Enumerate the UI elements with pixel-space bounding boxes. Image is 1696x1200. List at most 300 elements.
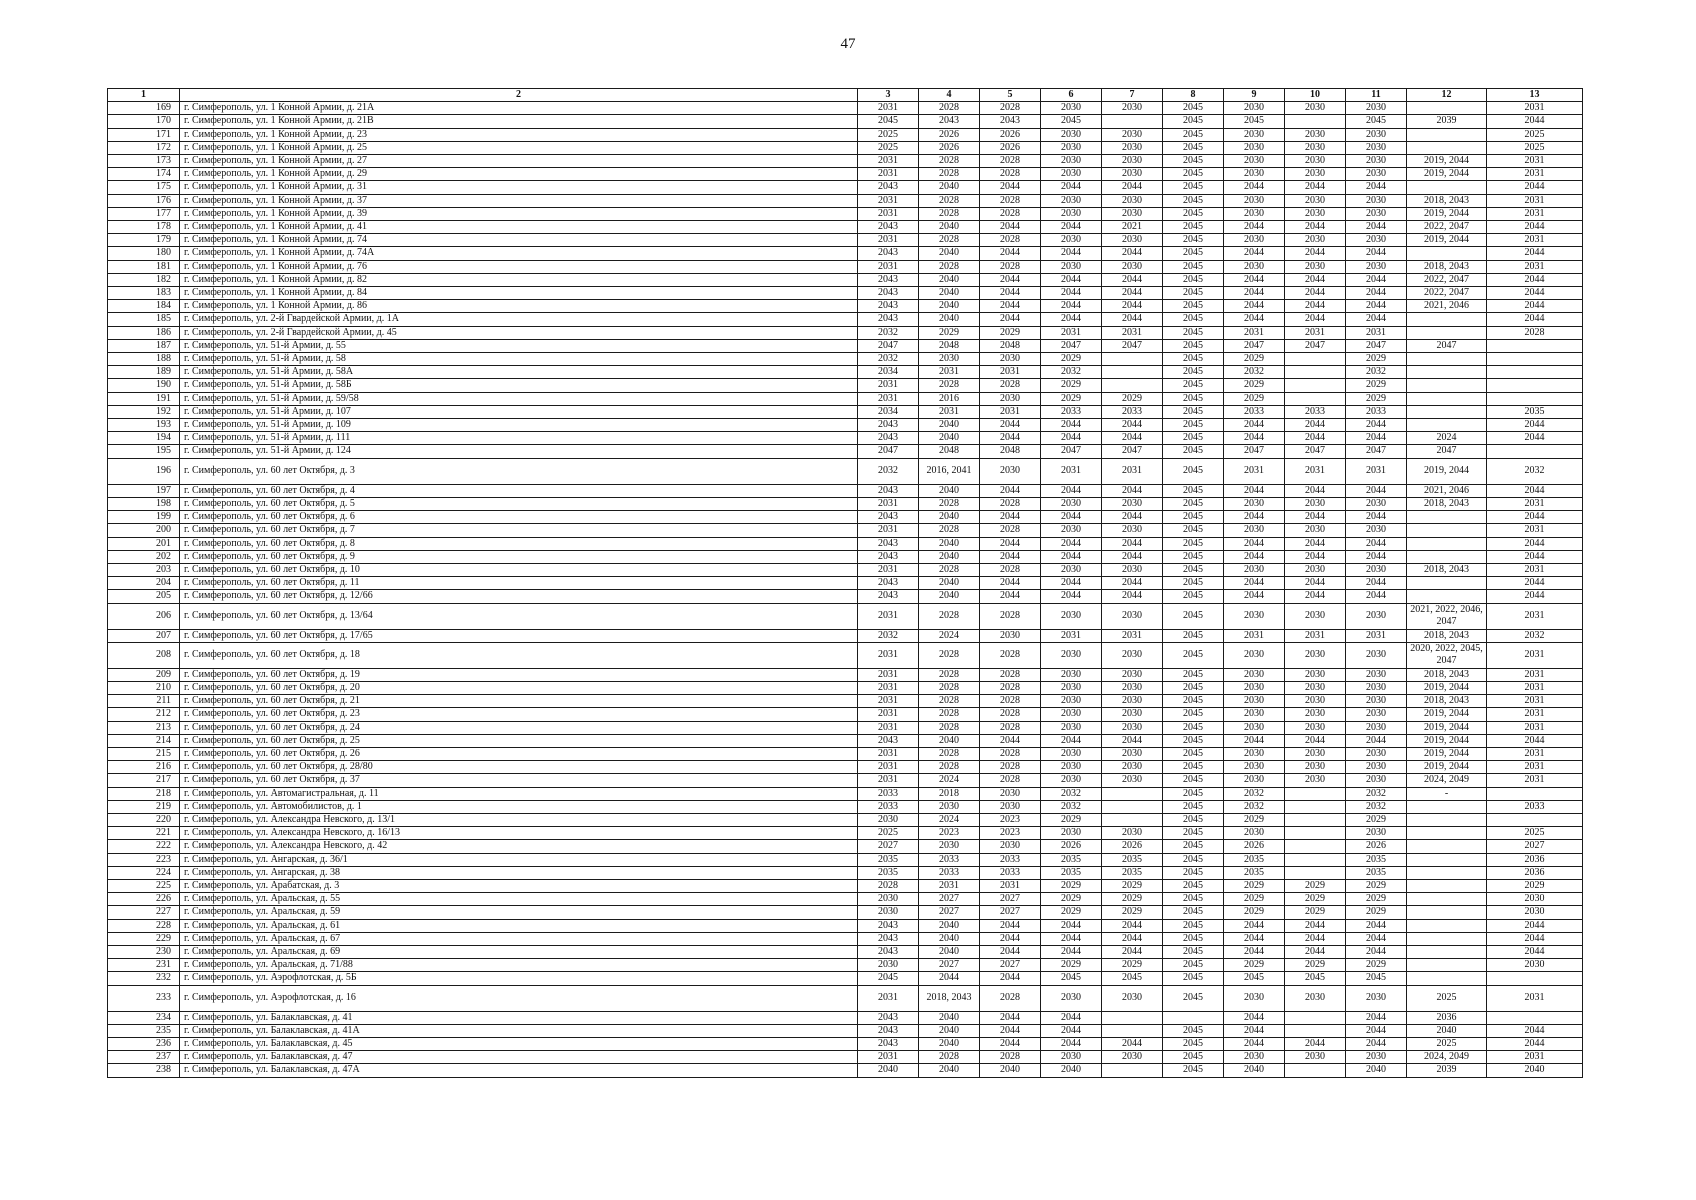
year-cell-col-4: 2027 xyxy=(919,893,980,906)
year-cell-col-12 xyxy=(1407,392,1487,405)
address-cell: г. Симферополь, ул. 51-й Армии, д. 124 xyxy=(180,445,858,458)
year-cell-col-7: 2030 xyxy=(1102,668,1163,681)
year-cell-col-9: 2044 xyxy=(1224,247,1285,260)
year-cell-col-11: 2029 xyxy=(1346,906,1407,919)
table-row xyxy=(108,379,1583,392)
year-cell-col-13: 2031 xyxy=(1487,168,1583,181)
table-row xyxy=(108,392,1583,405)
year-cell-col-6: 2044 xyxy=(1041,300,1102,313)
year-cell-col-9: 2040 xyxy=(1224,1064,1285,1077)
year-cell-col-8: 2045 xyxy=(1163,813,1224,826)
year-cell-col-3: 2043 xyxy=(858,734,919,747)
year-cell-col-10 xyxy=(1285,1064,1346,1077)
row-number-cell: 206 xyxy=(108,603,180,629)
year-cell-col-6: 2044 xyxy=(1041,945,1102,958)
address-cell: г. Симферополь, ул. 1 Конной Армии, д. 74 xyxy=(180,234,858,247)
address-cell: г. Симферополь, ул. 1 Конной Армии, д. 25 xyxy=(180,141,858,154)
address-cell: г. Симферополь, ул. 60 лет Октября, д. 3 xyxy=(180,458,858,484)
year-cell-col-11: 2029 xyxy=(1346,353,1407,366)
year-cell-col-10: 2044 xyxy=(1285,734,1346,747)
address-cell: г. Симферополь, ул. Аральская, д. 71/88 xyxy=(180,959,858,972)
row-number-cell: 201 xyxy=(108,537,180,550)
year-cell-col-12 xyxy=(1407,128,1487,141)
year-cell-col-8: 2045 xyxy=(1163,484,1224,497)
document-table-container xyxy=(107,88,1582,1078)
year-cell-col-11: 2044 xyxy=(1346,932,1407,945)
year-cell-col-7: 2044 xyxy=(1102,932,1163,945)
year-cell-col-12: 2025 xyxy=(1407,1038,1487,1051)
table-row xyxy=(108,273,1583,286)
table-row xyxy=(108,524,1583,537)
row-number-cell: 221 xyxy=(108,827,180,840)
year-cell-col-13 xyxy=(1487,366,1583,379)
table-row xyxy=(108,458,1583,484)
year-cell-col-13: 2044 xyxy=(1487,511,1583,524)
year-cell-col-9: 2044 xyxy=(1224,932,1285,945)
table-row xyxy=(108,128,1583,141)
year-cell-col-6: 2030 xyxy=(1041,168,1102,181)
year-cell-col-3: 2031 xyxy=(858,168,919,181)
year-cell-col-10 xyxy=(1285,1024,1346,1037)
year-cell-col-10: 2044 xyxy=(1285,419,1346,432)
row-number-cell: 183 xyxy=(108,287,180,300)
year-cell-col-12 xyxy=(1407,590,1487,603)
year-cell-col-10: 2044 xyxy=(1285,287,1346,300)
address-cell: г. Симферополь, ул. 51-й Армии, д. 58Б xyxy=(180,379,858,392)
year-cell-col-6: 2030 xyxy=(1041,681,1102,694)
year-cell-col-3: 2031 xyxy=(858,524,919,537)
year-cell-col-7 xyxy=(1102,787,1163,800)
year-cell-col-9: 2047 xyxy=(1224,339,1285,352)
year-cell-col-11: 2033 xyxy=(1346,405,1407,418)
row-number-cell: 199 xyxy=(108,511,180,524)
year-cell-col-8: 2045 xyxy=(1163,800,1224,813)
column-header-2: 2 xyxy=(180,89,858,102)
year-cell-col-4: 2040 xyxy=(919,945,980,958)
year-cell-col-7: 2021 xyxy=(1102,221,1163,234)
year-cell-col-13: 2031 xyxy=(1487,207,1583,220)
year-cell-col-4: 2028 xyxy=(919,747,980,760)
year-cell-col-13: 2031 xyxy=(1487,721,1583,734)
year-cell-col-5: 2048 xyxy=(980,339,1041,352)
address-cell: г. Симферополь, ул. 60 лет Октября, д. 5 xyxy=(180,497,858,510)
year-cell-col-7: 2047 xyxy=(1102,445,1163,458)
year-cell-col-12: 2022, 2047 xyxy=(1407,287,1487,300)
year-cell-col-10 xyxy=(1285,813,1346,826)
year-cell-col-4: 2040 xyxy=(919,550,980,563)
row-number-cell: 173 xyxy=(108,155,180,168)
year-cell-col-12 xyxy=(1407,972,1487,985)
table-row xyxy=(108,221,1583,234)
year-cell-col-12 xyxy=(1407,326,1487,339)
address-cell: г. Симферополь, ул. Александра Невского, д. 13/1 xyxy=(180,813,858,826)
year-cell-col-10: 2030 xyxy=(1285,141,1346,154)
row-number-cell: 237 xyxy=(108,1051,180,1064)
year-cell-col-8: 2045 xyxy=(1163,511,1224,524)
year-cell-col-3: 2043 xyxy=(858,1038,919,1051)
year-cell-col-9: 2032 xyxy=(1224,366,1285,379)
address-cell: г. Симферополь, ул. Балаклавская, д. 47А xyxy=(180,1064,858,1077)
year-cell-col-9: 2044 xyxy=(1224,273,1285,286)
year-cell-col-8: 2045 xyxy=(1163,155,1224,168)
year-cell-col-6: 2035 xyxy=(1041,853,1102,866)
address-cell: г. Симферополь, ул. 60 лет Октября, д. 19 xyxy=(180,668,858,681)
address-cell: г. Симферополь, ул. 60 лет Октября, д. 25 xyxy=(180,734,858,747)
year-cell-col-13: 2030 xyxy=(1487,959,1583,972)
year-cell-col-3: 2031 xyxy=(858,1051,919,1064)
year-cell-col-4: 2040 xyxy=(919,313,980,326)
year-cell-col-11: 2035 xyxy=(1346,853,1407,866)
year-cell-col-12 xyxy=(1407,141,1487,154)
year-cell-col-5: 2027 xyxy=(980,906,1041,919)
page-number: 47 xyxy=(840,36,856,52)
year-cell-col-3: 2043 xyxy=(858,919,919,932)
table-row xyxy=(108,972,1583,985)
year-cell-col-4: 2040 xyxy=(919,919,980,932)
year-cell-col-4: 2028 xyxy=(919,1051,980,1064)
year-cell-col-7: 2030 xyxy=(1102,603,1163,629)
year-cell-col-8: 2045 xyxy=(1163,721,1224,734)
year-cell-col-10 xyxy=(1285,353,1346,366)
table-row xyxy=(108,577,1583,590)
year-cell-col-3: 2031 xyxy=(858,681,919,694)
year-cell-col-6: 2030 xyxy=(1041,603,1102,629)
table-row xyxy=(108,879,1583,892)
year-cell-col-3: 2043 xyxy=(858,577,919,590)
year-cell-col-11: 2030 xyxy=(1346,721,1407,734)
year-cell-col-5: 2026 xyxy=(980,128,1041,141)
year-cell-col-3: 2034 xyxy=(858,366,919,379)
year-cell-col-7: 2031 xyxy=(1102,458,1163,484)
year-cell-col-13: 2031 xyxy=(1487,761,1583,774)
year-cell-col-11: 2047 xyxy=(1346,445,1407,458)
year-cell-col-3: 2031 xyxy=(858,102,919,115)
row-number-cell: 192 xyxy=(108,405,180,418)
year-cell-col-12: 2018, 2043 xyxy=(1407,497,1487,510)
year-cell-col-11: 2030 xyxy=(1346,642,1407,668)
year-cell-col-11: 2044 xyxy=(1346,181,1407,194)
year-cell-col-8: 2045 xyxy=(1163,537,1224,550)
table-row xyxy=(108,893,1583,906)
year-cell-col-13: 2044 xyxy=(1487,734,1583,747)
address-cell: г. Симферополь, ул. Балаклавская, д. 41 xyxy=(180,1011,858,1024)
year-cell-col-13: 2044 xyxy=(1487,313,1583,326)
column-header-3: 3 xyxy=(858,89,919,102)
year-cell-col-8: 2045 xyxy=(1163,932,1224,945)
year-cell-col-9: 2044 xyxy=(1224,287,1285,300)
row-number-cell: 170 xyxy=(108,115,180,128)
year-cell-col-4: 2023 xyxy=(919,827,980,840)
year-cell-col-10: 2030 xyxy=(1285,497,1346,510)
year-cell-col-11: 2044 xyxy=(1346,287,1407,300)
year-cell-col-9: 2044 xyxy=(1224,511,1285,524)
row-number-cell: 232 xyxy=(108,972,180,985)
year-cell-col-5: 2030 xyxy=(980,629,1041,642)
table-row xyxy=(108,734,1583,747)
year-cell-col-5: 2043 xyxy=(980,115,1041,128)
year-cell-col-8 xyxy=(1163,1011,1224,1024)
year-cell-col-3: 2031 xyxy=(858,194,919,207)
year-cell-col-10: 2044 xyxy=(1285,537,1346,550)
table-row xyxy=(108,260,1583,273)
year-cell-col-10: 2030 xyxy=(1285,761,1346,774)
year-cell-col-13 xyxy=(1487,1011,1583,1024)
year-cell-col-8: 2045 xyxy=(1163,681,1224,694)
row-number-cell: 214 xyxy=(108,734,180,747)
year-cell-col-10 xyxy=(1285,840,1346,853)
year-cell-col-11: 2044 xyxy=(1346,537,1407,550)
row-number-cell: 176 xyxy=(108,194,180,207)
year-cell-col-11: 2030 xyxy=(1346,207,1407,220)
year-cell-col-5: 2026 xyxy=(980,141,1041,154)
year-cell-col-3: 2032 xyxy=(858,458,919,484)
row-number-cell: 195 xyxy=(108,445,180,458)
table-row xyxy=(108,747,1583,760)
year-cell-col-6: 2030 xyxy=(1041,774,1102,787)
table-row xyxy=(108,959,1583,972)
row-number-cell: 226 xyxy=(108,893,180,906)
table-row xyxy=(108,405,1583,418)
year-cell-col-6: 2030 xyxy=(1041,524,1102,537)
year-cell-col-8: 2045 xyxy=(1163,524,1224,537)
row-number-cell: 191 xyxy=(108,392,180,405)
year-cell-col-6: 2044 xyxy=(1041,1038,1102,1051)
address-cell: г. Симферополь, ул. 51-й Армии, д. 109 xyxy=(180,419,858,432)
year-cell-col-9: 2030 xyxy=(1224,827,1285,840)
year-cell-col-6: 2029 xyxy=(1041,879,1102,892)
year-cell-col-4: 2043 xyxy=(919,115,980,128)
address-cell: г. Симферополь, ул. 1 Конной Армии, д. 74А xyxy=(180,247,858,260)
year-cell-col-9: 2030 xyxy=(1224,985,1285,1011)
year-cell-col-7: 2030 xyxy=(1102,524,1163,537)
year-cell-col-10 xyxy=(1285,827,1346,840)
year-cell-col-7 xyxy=(1102,1011,1163,1024)
address-cell: г. Симферополь, ул. 1 Конной Армии, д. 84 xyxy=(180,287,858,300)
year-cell-col-12: 2019, 2044 xyxy=(1407,747,1487,760)
year-cell-col-5: 2028 xyxy=(980,497,1041,510)
row-number-cell: 205 xyxy=(108,590,180,603)
column-header-9: 9 xyxy=(1224,89,1285,102)
year-cell-col-11: 2044 xyxy=(1346,919,1407,932)
year-cell-col-6: 2030 xyxy=(1041,207,1102,220)
table-row xyxy=(108,300,1583,313)
year-cell-col-4: 2048 xyxy=(919,445,980,458)
year-cell-col-5: 2030 xyxy=(980,787,1041,800)
year-cell-col-6: 2029 xyxy=(1041,353,1102,366)
year-cell-col-5: 2030 xyxy=(980,392,1041,405)
year-cell-col-7: 2026 xyxy=(1102,840,1163,853)
year-cell-col-3: 2030 xyxy=(858,906,919,919)
year-cell-col-5: 2040 xyxy=(980,1064,1041,1077)
address-cell: г. Симферополь, ул. Аэрофлотская, д. 5Б xyxy=(180,972,858,985)
table-row xyxy=(108,603,1583,629)
year-cell-col-8: 2045 xyxy=(1163,234,1224,247)
year-cell-col-7: 2030 xyxy=(1102,774,1163,787)
year-cell-col-11: 2030 xyxy=(1346,141,1407,154)
address-cell: г. Симферополь, ул. 1 Конной Армии, д. 31 xyxy=(180,181,858,194)
year-cell-col-5: 2028 xyxy=(980,761,1041,774)
table-row xyxy=(108,419,1583,432)
year-cell-col-8: 2045 xyxy=(1163,642,1224,668)
year-cell-col-13: 2031 xyxy=(1487,985,1583,1011)
year-cell-col-11: 2044 xyxy=(1346,1038,1407,1051)
year-cell-col-4: 2028 xyxy=(919,155,980,168)
row-number-cell: 234 xyxy=(108,1011,180,1024)
year-cell-col-3: 2031 xyxy=(858,985,919,1011)
year-cell-col-5: 2027 xyxy=(980,959,1041,972)
year-cell-col-12 xyxy=(1407,313,1487,326)
year-cell-col-12: 2018, 2043 xyxy=(1407,563,1487,576)
year-cell-col-3: 2033 xyxy=(858,787,919,800)
year-cell-col-13: 2031 xyxy=(1487,642,1583,668)
address-cell: г. Симферополь, ул. 60 лет Октября, д. 6 xyxy=(180,511,858,524)
year-cell-col-11: 2030 xyxy=(1346,260,1407,273)
address-cell: г. Симферополь, ул. Аральская, д. 67 xyxy=(180,932,858,945)
year-cell-col-4: 2024 xyxy=(919,774,980,787)
table-row xyxy=(108,813,1583,826)
year-cell-col-12 xyxy=(1407,537,1487,550)
year-cell-col-11: 2030 xyxy=(1346,681,1407,694)
year-cell-col-8: 2045 xyxy=(1163,774,1224,787)
address-cell: г. Симферополь, ул. 2-й Гвардейской Армии, д. 1А xyxy=(180,313,858,326)
year-cell-col-7: 2033 xyxy=(1102,405,1163,418)
year-cell-col-8: 2045 xyxy=(1163,668,1224,681)
year-cell-col-12: 2018, 2043 xyxy=(1407,194,1487,207)
address-cell: г. Симферополь, ул. 60 лет Октября, д. 23 xyxy=(180,708,858,721)
year-cell-col-5: 2044 xyxy=(980,577,1041,590)
row-number-cell: 227 xyxy=(108,906,180,919)
year-cell-col-11: 2044 xyxy=(1346,300,1407,313)
year-cell-col-13: 2025 xyxy=(1487,141,1583,154)
address-cell: г. Симферополь, ул. Аральская, д. 69 xyxy=(180,945,858,958)
year-cell-col-5: 2030 xyxy=(980,353,1041,366)
year-cell-col-10 xyxy=(1285,787,1346,800)
year-cell-col-12 xyxy=(1407,247,1487,260)
year-cell-col-6: 2032 xyxy=(1041,366,1102,379)
year-cell-col-8: 2045 xyxy=(1163,708,1224,721)
row-number-cell: 178 xyxy=(108,221,180,234)
year-cell-col-12 xyxy=(1407,181,1487,194)
year-cell-col-6: 2035 xyxy=(1041,866,1102,879)
year-cell-col-7 xyxy=(1102,1064,1163,1077)
year-cell-col-10: 2030 xyxy=(1285,260,1346,273)
year-cell-col-4: 2028 xyxy=(919,563,980,576)
row-number-cell: 212 xyxy=(108,708,180,721)
year-cell-col-6: 2029 xyxy=(1041,959,1102,972)
year-cell-col-13: 2036 xyxy=(1487,853,1583,866)
year-cell-col-12: 2020, 2022, 2045, 2047 xyxy=(1407,642,1487,668)
year-cell-col-5: 2028 xyxy=(980,563,1041,576)
year-cell-col-13: 2031 xyxy=(1487,524,1583,537)
year-cell-col-13: 2044 xyxy=(1487,273,1583,286)
address-cell: г. Симферополь, ул. 60 лет Октября, д. 37 xyxy=(180,774,858,787)
address-cell: г. Симферополь, ул. Аэрофлотская, д. 16 xyxy=(180,985,858,1011)
address-cell: г. Симферополь, ул. 51-й Армии, д. 55 xyxy=(180,339,858,352)
year-cell-col-10: 2044 xyxy=(1285,313,1346,326)
year-cell-col-4: 2028 xyxy=(919,681,980,694)
year-cell-col-4: 2024 xyxy=(919,813,980,826)
year-cell-col-5: 2033 xyxy=(980,866,1041,879)
address-cell: г. Симферополь, ул. 1 Конной Армии, д. 76 xyxy=(180,260,858,273)
year-cell-col-12 xyxy=(1407,932,1487,945)
year-cell-col-5: 2044 xyxy=(980,273,1041,286)
year-cell-col-11: 2044 xyxy=(1346,273,1407,286)
year-cell-col-7: 2045 xyxy=(1102,972,1163,985)
address-cell: г. Симферополь, ул. Арабатская, д. 3 xyxy=(180,879,858,892)
year-cell-col-3: 2031 xyxy=(858,774,919,787)
table-row xyxy=(108,511,1583,524)
year-cell-col-9: 2029 xyxy=(1224,379,1285,392)
year-cell-col-12: 2036 xyxy=(1407,1011,1487,1024)
year-cell-col-13: 2031 xyxy=(1487,668,1583,681)
year-cell-col-5: 2044 xyxy=(980,932,1041,945)
year-cell-col-12: 2024 xyxy=(1407,432,1487,445)
year-cell-col-12: 2019, 2044 xyxy=(1407,734,1487,747)
column-header-4: 4 xyxy=(919,89,980,102)
year-cell-col-7 xyxy=(1102,379,1163,392)
year-cell-col-6: 2029 xyxy=(1041,813,1102,826)
year-cell-col-11: 2030 xyxy=(1346,168,1407,181)
table-body xyxy=(108,102,1583,1077)
address-cell: г. Симферополь, ул. 60 лет Октября, д. 7 xyxy=(180,524,858,537)
year-cell-col-5: 2044 xyxy=(980,1038,1041,1051)
year-cell-col-10: 2044 xyxy=(1285,221,1346,234)
year-cell-col-5: 2028 xyxy=(980,379,1041,392)
year-cell-col-12: 2018, 2043 xyxy=(1407,260,1487,273)
address-cell: г. Симферополь, ул. 51-й Армии, д. 59/58 xyxy=(180,392,858,405)
year-cell-col-12: 2047 xyxy=(1407,339,1487,352)
year-cell-col-3: 2043 xyxy=(858,419,919,432)
year-cell-col-13: 2044 xyxy=(1487,1038,1583,1051)
year-cell-col-9: 2031 xyxy=(1224,629,1285,642)
year-cell-col-3: 2031 xyxy=(858,234,919,247)
year-cell-col-12 xyxy=(1407,379,1487,392)
year-cell-col-10: 2030 xyxy=(1285,681,1346,694)
year-cell-col-4: 2028 xyxy=(919,761,980,774)
year-cell-col-13: 2031 xyxy=(1487,747,1583,760)
table-row xyxy=(108,642,1583,668)
year-cell-col-9: 2029 xyxy=(1224,879,1285,892)
table-row xyxy=(108,326,1583,339)
row-number-cell: 230 xyxy=(108,945,180,958)
year-cell-col-11: 2044 xyxy=(1346,1024,1407,1037)
address-cell: г. Симферополь, ул. 60 лет Октября, д. 8 xyxy=(180,537,858,550)
address-cell: г. Симферополь, ул. Ангарская, д. 36/1 xyxy=(180,853,858,866)
year-cell-col-3: 2043 xyxy=(858,537,919,550)
year-cell-col-6: 2030 xyxy=(1041,194,1102,207)
year-cell-col-9: 2030 xyxy=(1224,168,1285,181)
year-cell-col-6: 2045 xyxy=(1041,972,1102,985)
year-cell-col-3: 2031 xyxy=(858,260,919,273)
year-cell-col-12: 2019, 2044 xyxy=(1407,155,1487,168)
table-row xyxy=(108,366,1583,379)
year-cell-col-7: 2044 xyxy=(1102,1038,1163,1051)
year-cell-col-12: 2019, 2044 xyxy=(1407,234,1487,247)
year-cell-col-11: 2029 xyxy=(1346,959,1407,972)
address-cell: г. Симферополь, ул. 60 лет Октября, д. 21 xyxy=(180,695,858,708)
year-cell-col-6: 2030 xyxy=(1041,260,1102,273)
year-cell-col-6: 2030 xyxy=(1041,642,1102,668)
year-cell-col-9: 2032 xyxy=(1224,800,1285,813)
year-cell-col-3: 2045 xyxy=(858,115,919,128)
year-cell-col-7: 2030 xyxy=(1102,761,1163,774)
year-cell-col-8: 2045 xyxy=(1163,260,1224,273)
table-row xyxy=(108,181,1583,194)
row-number-cell: 210 xyxy=(108,681,180,694)
year-cell-col-10 xyxy=(1285,1011,1346,1024)
year-cell-col-8: 2045 xyxy=(1163,194,1224,207)
year-cell-col-12 xyxy=(1407,893,1487,906)
